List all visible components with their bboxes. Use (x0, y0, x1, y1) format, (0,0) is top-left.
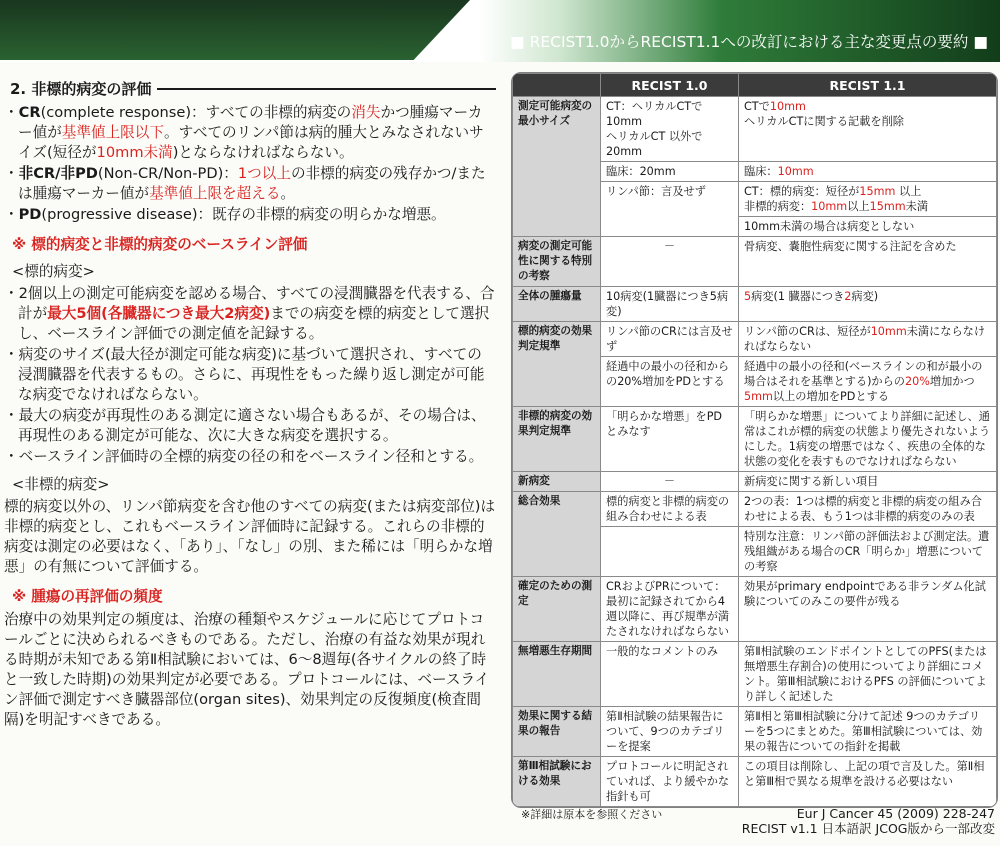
row-head-new-lesion: 新病変 (513, 472, 601, 492)
footnote: ※詳細は原本を参照ください (521, 808, 663, 821)
row-head-overall-response: 総合効果 (513, 492, 601, 577)
cell-1-1: CTで10mm ヘリカルCTに関する記載を削除 (739, 97, 997, 162)
cell-1-1: 効果がprimary endpointである非ランダム化試験についてのみこの要件が残る (739, 577, 997, 642)
cell-1-1: 第Ⅱ相と第Ⅲ相試験に分けて記述 9つのカテゴリーを5つにまとめた。第Ⅲ相試験については、効果の報告についての指針を掲載 (739, 707, 997, 757)
row-head-min-size: 測定可能病変の最小サイズ (513, 97, 601, 237)
row-head-special: 病変の測定可能性に関する特別の考察 (513, 237, 601, 287)
row-head-nontarget-criteria: 非標的病変の効果判定規準 (513, 407, 601, 472)
cell-1-0: － (601, 472, 739, 492)
table-row (513, 577, 997, 642)
cell-1-1: 第Ⅱ相試験のエンドポイントとしてのPFS(または無増悪生存割合)の使用についてより詳細にコメント。第Ⅲ相試験におけるPFS の評価についてより詳しく記述した (739, 642, 997, 707)
cell-1-1: リンパ節のCRは、短径が10mm未満にならなければならない (739, 322, 997, 357)
table-row (513, 322, 997, 357)
row-head-confirmation: 確定のための測定 (513, 577, 601, 642)
reassessment-note-heading: ※ 腫瘍の再評価の頻度 (12, 588, 163, 605)
page-banner-title: ■ RECIST1.0からRECIST1.1への改訂における主な変更点の要約 ■ (510, 33, 988, 51)
cell-1-0: 10病変(1臓器につき5病変) (601, 287, 739, 322)
pd-definition: ・PD(progressive disease)：既存の非標的病変の明らかな増悪。 (4, 206, 446, 223)
row-head-target-criteria: 標的病変の効果判定規準 (513, 322, 601, 407)
target-item-4: ・ベースライン評価時の全標的病変の径の和をベースライン径和とする。 (4, 448, 484, 465)
target-item-2: ・病変のサイズ(最大径が測定可能な病変)に基づいて選択され、すべての浸潤臓器を代表するもの。さらに、再現性をもった繰り返し測定が可能な病変でなければならない。 (4, 346, 485, 403)
left-column (4, 72, 496, 730)
row-head-phase3: 第Ⅲ相試験における効果 (513, 757, 601, 807)
table-row (513, 492, 997, 527)
cr-definition: ・CR(complete response)：すべての非標的病変の消失かつ腫瘍マーカー値が基準値上限以下。すべてのリンパ節は病的腫大とみなされないサイズ(短径が10mm未満)とならなければならない。 (4, 104, 484, 161)
cell-1-0: 経過中の最小の径和からの20%増加をPDとする (601, 357, 739, 407)
cell-1-0: CT：ヘリカルCTで10mm ヘリカルCT 以外で20mm (601, 97, 739, 162)
table-row (513, 237, 997, 287)
cell-1-0: 一般的なコメントのみ (601, 642, 739, 707)
cell-1-1: 経過中の最小の径和(ベースラインの和が最小の場合はそれを基準とする)からの20%増加かつ5mm以上の増加をPDとする (739, 357, 997, 407)
target-item-1: ・2個以上の測定可能病変を認める場合、すべての浸潤臓器を代表する、合計が最大5個(各臓器につき最大2病変)までの病変を標的病変として選択し、ベースライン評価での測定値を記録する。 (4, 285, 495, 342)
table-row (513, 472, 997, 492)
cell-1-0: リンパ節のCRには言及せず (601, 322, 739, 357)
title-rule (157, 88, 496, 90)
row-head-tumor-burden: 全体の腫瘍量 (513, 287, 601, 322)
row-head-reporting: 効果に関する結果の報告 (513, 707, 601, 757)
header-recist-1-0: RECIST 1.0 (601, 74, 739, 97)
cell-1-1: 2つの表：1つは標的病変と非標的病変の組み合わせによる表、もう1つは非標的病変のみの表 (739, 492, 997, 527)
reassessment-paragraph: 治療中の効果判定の頻度は、治療の種類やスケジュールに応じてプロトコールごとに決められるべきものである。ただし、治療の有益な効果が現れる時期が未知である第Ⅱ相試験においては、6〜8週毎(各サイクルの終了時と一致した時期)の効果判定が必要である。プロトコールには、ベースライン評価で測定すべき臓器部位(organ sites)、効果判定の反復頻度(検査間隔)を明記すべきである。 (4, 611, 490, 728)
citation-line-1: Eur J Cancer 45 (2009) 228-247 (796, 806, 995, 821)
header-dark-panel (0, 0, 470, 60)
cell-1-0: － (601, 237, 739, 287)
cell-1-1: 特別な注意：リンパ節の評価法および測定法。遺残組織がある場合のCR「明らか」増悪についての考察 (739, 527, 997, 577)
cell-1-1: 5病変(1 臓器につき2病変) (739, 287, 997, 322)
cell-1-0: 標的病変と非標的病変の組み合わせによる表 (601, 492, 739, 527)
table-header-row (513, 74, 997, 97)
table-row (513, 407, 997, 472)
cell-1-1: 「明らかな増悪」についてより詳細に記述し、通常はこれが標的病変の状態より優先されないようにした。1病変の増悪ではなく、疾患の全体的な状態の変化を表すものでなければならない (739, 407, 997, 472)
cell-1-1: 10mm未満の場合は病変としない (739, 217, 997, 237)
baseline-note-heading: ※ 標的病変と非標的病変のベースライン評価 (12, 236, 308, 253)
cell-1-0: リンパ節：言及せず (601, 182, 739, 237)
cell-1-0: 臨床：20mm (601, 162, 739, 182)
target-item-3: ・最大の病変が再現性のある測定に適さない場合もあるが、その場合は、再現性のある測定が可能な、次に大きな病変を選択する。 (4, 407, 486, 444)
cell-1-1: この項目は削除し、上記の項で言及した。第Ⅱ相と第Ⅲ相で異なる規準を設ける必要はない (739, 757, 997, 807)
non-target-lesion-subheading: <非標的病変> (12, 476, 110, 493)
table-row (513, 97, 997, 162)
table-row (513, 757, 997, 807)
cell-1-0: プロトコールに明記されていれば、より緩やかな指針も可 (601, 757, 739, 807)
table-row (513, 642, 997, 707)
cell-1-0: 第Ⅱ相試験の結果報告について、9つのカテゴリーを提案 (601, 707, 739, 757)
header-recist-1-1: RECIST 1.1 (739, 74, 997, 97)
cell-1-0: 「明らかな増悪」をPDとみなす (601, 407, 739, 472)
cell-1-1: 臨床：10mm (739, 162, 997, 182)
citation (705, 806, 995, 836)
non-target-paragraph: 標的病変以外の、リンパ節病変を含む他のすべての病変(または病変部位)は非標的病変とし、これもベースライン評価時に記録する。これらの非標的病変は測定の必要はなく、「あり」、「なし」の別、また稀には「明らかな増悪」の有無について評価する。 (4, 498, 496, 575)
recist-comparison-table (511, 72, 998, 808)
cell-1-1: 骨病変、嚢胞性病変に関する注記を含めた (739, 237, 997, 287)
row-head-pfs: 無増悪生存期間 (513, 642, 601, 707)
table-row (513, 707, 997, 757)
cell-1-0: CRおよびPRについて：最初に記録されてから4週以降に、再び規準が満たされなければならない (601, 577, 739, 642)
non-cr-non-pd-definition: ・非CR/非PD(Non-CR/Non-PD)：1つ以上の非標的病変の残存かつ/または腫瘍マーカー値が基準値上限を超える。 (4, 165, 486, 202)
citation-line-2: RECIST v1.1 日本語訳 JCOG版から一部改変 (741, 821, 995, 836)
section-title: 2. 非標的病変の評価 (10, 78, 496, 99)
table-row (513, 287, 997, 322)
target-lesion-subheading: <標的病変> (12, 263, 95, 280)
header-blank (513, 74, 601, 97)
cell-1-0 (601, 527, 739, 577)
cell-1-1: 新病変に関する新しい項目 (739, 472, 997, 492)
cell-1-1: CT：標的病変：短径が15mm 以上 非標的病変：10mm以上15mm未満 (739, 182, 997, 217)
